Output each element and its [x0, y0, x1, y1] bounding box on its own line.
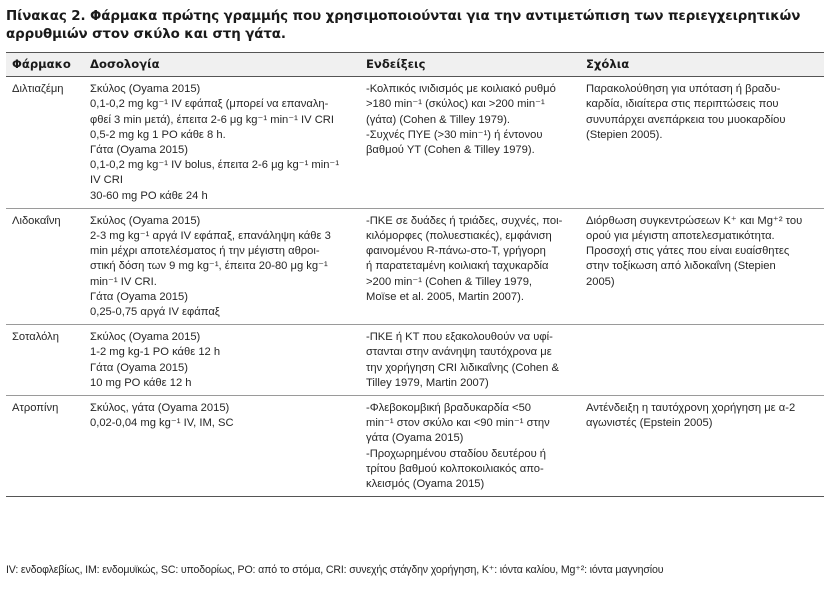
header-notes: Σχόλια [586, 53, 824, 77]
caption-line-2: αρρυθμιών στον σκύλο και στη γάτα. [6, 27, 286, 42]
dose-line: 0,02-0,04 mg kg⁻¹ IV, IM, SC [90, 417, 234, 430]
dose-line: Σκύλος (Oyama 2015) [90, 83, 201, 96]
dose-line: 0,1-0,2 mg kg⁻¹ IV εφάπαξ (μπορεί να επαναλη- [90, 98, 329, 111]
dose-line: Γάτα (Oyama 2015) [90, 144, 188, 157]
indications-line: φαινομένου R-πάνω-στο-T, γρήγορη [366, 245, 546, 258]
table-caption [6, 8, 824, 44]
notes-cell [586, 325, 824, 396]
dose-line: Γάτα (Oyama 2015) [90, 290, 188, 303]
indications-line: -Φλεβοκομβική βραδυκαρδία <50 [366, 402, 532, 415]
dose-line: στική δόση των 9 mg kg⁻¹, έπειτα 20-80 μg kg⁻¹ [90, 260, 328, 273]
dose-line: 2-3 mg kg⁻¹ αργά IV εφάπαξ, επανάληψη κάθε 3 [90, 230, 331, 243]
indications-line: >180 min⁻¹ (σκύλος) και >200 min⁻¹ [366, 98, 545, 111]
dose-line: IV CRI [90, 174, 123, 187]
header-drug: Φάρμακο [6, 53, 90, 77]
notes-cell [586, 396, 824, 497]
dose-line: 1-2 mg kg-1 PO κάθε 12 h [90, 346, 221, 359]
dose-cell [90, 396, 366, 497]
indications-cell [366, 396, 586, 497]
indications-line: -Συχνές ΠΥΕ (>30 min⁻¹) ή έντονου [366, 128, 543, 141]
indications-line: min⁻¹ στον σκύλο και <90 min⁻¹ στην [366, 417, 550, 430]
dose-line: φθεί 3 min μετά), έπειτα 2-6 μg kg⁻¹ min⁻¹ IV CRI [90, 113, 334, 126]
dose-cell [90, 77, 366, 209]
indications-line: -ΠΚΕ σε δυάδες ή τριάδες, συχνές, ποι- [366, 214, 563, 227]
indications-line: -Προχωρημένου σταδίου δευτέρου ή [366, 447, 547, 460]
dose-line: min⁻¹ IV CRI. [90, 275, 157, 288]
indications-line: -ΠΚΕ ή ΚΤ που εξακολουθούν να υφί- [366, 331, 553, 344]
dose-line: Σκύλος (Oyama 2015) [90, 214, 201, 227]
header-dose: Δοσολογία [90, 53, 366, 77]
indications-line: >200 min⁻¹ (Cohen & Tilley 1979, [366, 275, 533, 288]
dose-line: Γάτα (Oyama 2015) [90, 361, 188, 374]
indications-cell [366, 208, 586, 324]
caption-line-1: Πίνακας 2. Φάρμακα πρώτης γραμμής που χρησιμοποιούνται για την αντιμετώπιση των περιεγχειρητικών [6, 9, 801, 24]
dose-cell [90, 208, 366, 324]
indications-line: την χορήγηση CRI λιδικαΐνης (Cohen & [366, 361, 559, 374]
dose-line: Σκύλος, γάτα (Oyama 2015) [90, 402, 230, 415]
dose-line: 0,5-2 mg kg 1 PO κάθε 8 h. [90, 128, 226, 141]
drug-name: Ατροπίνη [6, 396, 90, 497]
notes-line: στην τοξίκωση από λιδοκαΐνη (Stepien [586, 260, 776, 273]
notes-line: Παρακολούθηση για υπόταση ή βραδυ- [586, 83, 781, 96]
header-indications: Ενδείξεις [366, 53, 586, 77]
indications-line: τρίτου βαθμού κολποκοιλιακός απο- [366, 462, 544, 475]
notes-line: 2005) [586, 275, 615, 288]
dose-line: 10 mg PO κάθε 12 h [90, 376, 192, 389]
notes-line: Διόρθωση συγκεντρώσεων K⁺ και Mg⁺² του [586, 214, 803, 227]
table-row [6, 396, 824, 497]
indications-line: στανται στην ανάνηψη ταυτόχρονα με [366, 346, 552, 359]
indications-line: -Κολπικός ινιδισμός με κοιλιακό ρυθμό [366, 83, 556, 96]
drug-name: Λιδοκαΐνη [6, 208, 90, 324]
indications-line: βαθμού ΥΤ (Cohen & Tilley 1979). [366, 144, 535, 157]
indications-line: Tilley 1979, Martin 2007) [366, 376, 489, 389]
drug-table [6, 52, 824, 497]
indications-line: γάτα (Oyama 2015) [366, 432, 464, 445]
dose-line: min μέχρι αποτελέσματος ή την μέγιστη αθροι- [90, 245, 320, 258]
dose-line: 0,25-0,75 αργά IV εφάπαξ [90, 306, 220, 319]
table-body [6, 77, 824, 497]
indications-line: Moïse et al. 2005, Martin 2007). [366, 290, 524, 303]
table-header-row [6, 53, 824, 77]
notes-line: (Stepien 2005). [586, 128, 663, 141]
notes-line: καρδία, ιδιαίτερα στις περιπτώσεις που [586, 98, 779, 111]
table-footnote: IV: ενδοφλεβίως, IM: ενδομυϊκώς, SC: υποδορίως, PO: από το στόμα, CRI: συνεχής στάγδην χορήγηση, K⁺: ιόντα καλίου, Mg⁺²: ιόντα μαγνησίου [6, 564, 664, 576]
indications-cell [366, 325, 586, 396]
dose-cell [90, 325, 366, 396]
notes-line: αγωνιστές (Epstein 2005) [586, 417, 713, 430]
dose-line: 0,1-0,2 mg kg⁻¹ IV bolus, έπειτα 2-6 μg kg⁻¹ min⁻¹ [90, 159, 340, 172]
notes-cell [586, 208, 824, 324]
table-row [6, 77, 824, 209]
notes-line: ορού για μέγιστη αποτελεσματικότητα. [586, 230, 775, 243]
notes-line: Προσοχή στις γάτες που είναι ευαίσθητες [586, 245, 790, 258]
table-row [6, 208, 824, 324]
indications-line: κιλόμορφες (πολυεστιακές), εμφάνιση [366, 230, 552, 243]
notes-line: Αντένδειξη η ταυτόχρονη χορήγηση με α-2 [586, 402, 796, 415]
drug-name: Διλτιαζέμη [12, 83, 64, 96]
indications-cell [366, 77, 586, 209]
dose-line: Σκύλος (Oyama 2015) [90, 331, 201, 344]
indications-line: (γάτα) (Cohen & Tilley 1979). [366, 113, 511, 126]
dose-line: 30-60 mg PO κάθε 24 h [90, 189, 208, 202]
notes-cell [586, 77, 824, 209]
indications-line: κλεισμός (Oyama 2015) [366, 478, 485, 491]
indications-line: ή παρατεταμένη κοιλιακή ταχυκαρδία [366, 260, 549, 273]
table-row [6, 325, 824, 396]
notes-line: συνυπάρχει ανεπάρκεια του μυοκαρδίου [586, 113, 786, 126]
drug-name: Σοταλόλη [6, 325, 90, 396]
